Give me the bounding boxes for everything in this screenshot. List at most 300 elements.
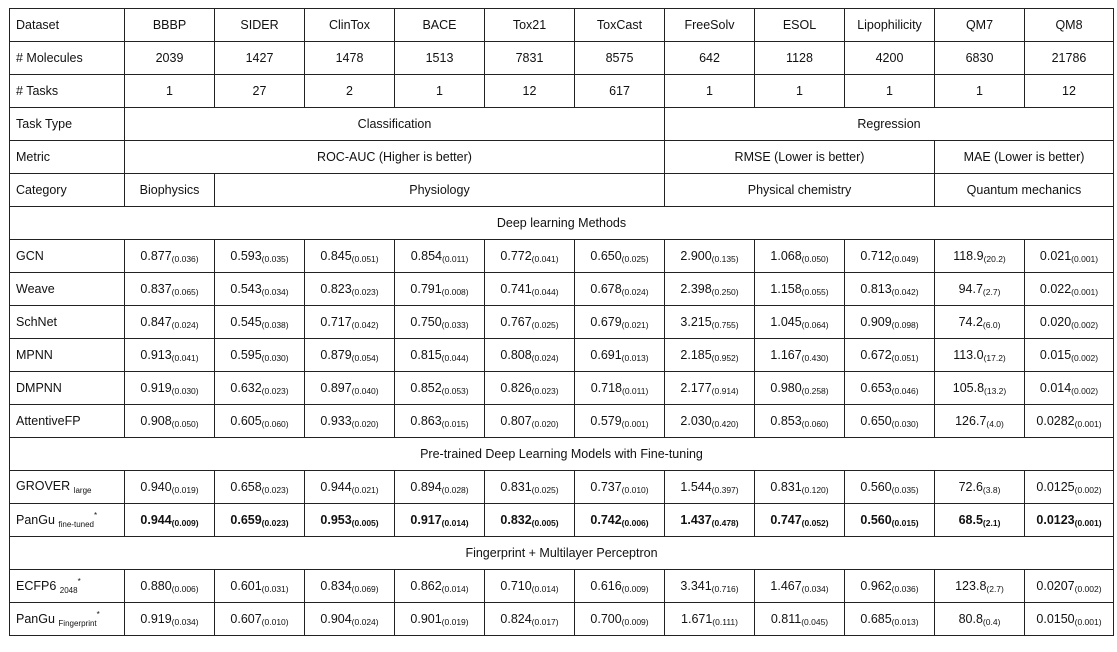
score-cell	[935, 339, 1025, 372]
score-mean: 0.650	[860, 413, 892, 428]
score-std: (0.023)	[261, 385, 289, 396]
quantum-mechanics-cell: Quantum mechanics	[935, 174, 1114, 207]
score-cell	[935, 372, 1025, 405]
score-mean: 0.742	[590, 512, 622, 527]
physiology-cell: Physiology	[215, 174, 665, 207]
method-row	[10, 504, 1114, 537]
score-std: (0.010)	[261, 616, 289, 627]
method-name-cell	[10, 372, 125, 405]
row-label: # Tasks	[10, 75, 125, 108]
score-mean: 0.831	[500, 479, 532, 494]
score-mean: 0.0125	[1036, 479, 1075, 494]
method-name: PanGu	[16, 513, 55, 527]
task-count: 27	[215, 75, 305, 108]
score-std: (0.013)	[891, 616, 919, 627]
score-cell	[215, 273, 305, 306]
score-cell	[1025, 570, 1114, 603]
method-row	[10, 570, 1114, 603]
roc-auc-cell: ROC-AUC (Higher is better)	[125, 141, 665, 174]
method-name-cell	[10, 471, 125, 504]
score-mean: 113.0	[953, 347, 984, 362]
score-std: (0.050)	[171, 418, 199, 429]
score-std: (0.034)	[261, 286, 289, 297]
score-std: (0.010)	[621, 484, 649, 495]
score-std: (0.031)	[261, 583, 289, 594]
score-cell	[575, 504, 665, 537]
score-mean: 0.605	[230, 413, 262, 428]
score-std: (0.064)	[801, 319, 829, 330]
score-cell	[665, 372, 755, 405]
score-cell	[305, 603, 395, 636]
score-mean: 0.901	[410, 611, 442, 626]
score-cell	[755, 372, 845, 405]
score-mean: 0.940	[140, 479, 172, 494]
method-name: AttentiveFP	[16, 414, 81, 428]
score-mean: 0.014	[1039, 380, 1072, 395]
score-cell	[935, 273, 1025, 306]
score-std: (0.008)	[441, 286, 469, 297]
score-mean: 0.717	[320, 314, 352, 329]
score-cell	[485, 273, 575, 306]
score-std: (0.001)	[1074, 418, 1102, 429]
score-cell	[485, 240, 575, 273]
score-mean: 0.679	[590, 314, 622, 329]
score-cell	[1025, 339, 1114, 372]
score-cell	[845, 240, 935, 273]
score-std: (0.060)	[261, 418, 289, 429]
score-mean: 0.737	[590, 479, 622, 494]
score-std: (0.035)	[891, 484, 919, 495]
score-mean: 1.167	[770, 347, 802, 362]
score-mean: 0.933	[320, 413, 352, 428]
score-std: (0.034)	[801, 583, 829, 594]
score-mean: 0.685	[860, 611, 892, 626]
method-name: ECFP6	[16, 579, 57, 593]
score-cell	[125, 603, 215, 636]
score-cell	[125, 306, 215, 339]
score-cell	[575, 405, 665, 438]
score-mean: 0.944	[140, 512, 172, 527]
score-mean: 3.341	[680, 578, 712, 593]
score-std: (0.002)	[1071, 385, 1099, 396]
task-count: 617	[575, 75, 665, 108]
score-cell	[305, 240, 395, 273]
score-cell	[305, 504, 395, 537]
method-name: GCN	[16, 249, 44, 263]
task-count: 2	[305, 75, 395, 108]
score-std: (0.052)	[801, 517, 829, 528]
method-name-cell	[10, 240, 125, 273]
molecule-count: 1513	[395, 42, 485, 75]
score-cell	[485, 405, 575, 438]
score-mean: 0.021	[1039, 248, 1072, 263]
score-std: (3.8)	[982, 484, 1001, 495]
score-std: (0.111)	[712, 616, 738, 627]
score-mean: 0.560	[860, 512, 892, 527]
method-row	[10, 339, 1114, 372]
score-mean: 0.908	[140, 413, 172, 428]
score-std: (0.019)	[171, 484, 199, 495]
method-name-cell	[10, 306, 125, 339]
score-std: (0.020)	[531, 418, 559, 429]
molecule-count: 1427	[215, 42, 305, 75]
row-label: # Molecules	[10, 42, 125, 75]
score-cell	[575, 240, 665, 273]
score-cell	[485, 603, 575, 636]
score-cell	[755, 273, 845, 306]
score-std: (2.1)	[982, 517, 1001, 528]
score-std: (0.120)	[801, 484, 829, 495]
classification-cell: Classification	[125, 108, 665, 141]
score-mean: 0.962	[860, 578, 892, 593]
mae-cell: MAE (Lower is better)	[935, 141, 1114, 174]
score-mean: 0.919	[140, 611, 172, 626]
score-std: (6.0)	[982, 319, 1001, 330]
score-cell	[215, 372, 305, 405]
score-cell	[845, 504, 935, 537]
score-cell	[755, 603, 845, 636]
score-std: (0.023)	[351, 286, 379, 297]
score-mean: 2.185	[680, 347, 712, 362]
regression-cell: Regression	[665, 108, 1114, 141]
score-mean: 1.045	[770, 314, 802, 329]
score-std: (0.060)	[801, 418, 829, 429]
score-std: (0.042)	[891, 286, 919, 297]
score-std: (0.025)	[531, 319, 559, 330]
score-cell	[125, 273, 215, 306]
score-cell	[845, 405, 935, 438]
score-cell	[305, 570, 395, 603]
method-subscript: 2048	[59, 586, 78, 595]
score-mean: 0.543	[230, 281, 262, 296]
score-mean: 0.826	[500, 380, 532, 395]
score-mean: 0.953	[320, 512, 352, 527]
score-std: (0.051)	[351, 253, 379, 264]
method-subscript: fine-tuned	[58, 520, 94, 529]
score-mean: 0.691	[590, 347, 622, 362]
score-cell	[665, 306, 755, 339]
score-cell	[305, 273, 395, 306]
score-mean: 1.437	[680, 512, 712, 527]
score-mean: 0.579	[590, 413, 622, 428]
score-cell	[755, 504, 845, 537]
score-mean: 0.980	[770, 380, 802, 395]
score-mean: 3.215	[680, 314, 712, 329]
dataset-header: BACE	[395, 9, 485, 42]
score-mean: 0.712	[860, 248, 892, 263]
score-cell	[485, 471, 575, 504]
score-cell	[395, 603, 485, 636]
score-mean: 0.897	[320, 380, 352, 395]
score-mean: 0.811	[770, 611, 802, 626]
score-mean: 0.0207	[1036, 578, 1075, 593]
score-mean: 0.747	[770, 512, 802, 527]
score-std: (0.024)	[351, 616, 379, 627]
score-mean: 0.718	[590, 380, 622, 395]
method-name-cell	[10, 603, 125, 636]
score-mean: 0.862	[410, 578, 442, 593]
score-cell	[395, 471, 485, 504]
score-std: (0.036)	[171, 253, 199, 264]
score-cell	[1025, 603, 1114, 636]
score-mean: 94.7	[958, 281, 983, 296]
score-cell	[575, 603, 665, 636]
method-name-cell	[10, 504, 125, 537]
category-row	[10, 174, 1114, 207]
score-cell	[665, 240, 755, 273]
score-std: (0.002)	[1074, 484, 1102, 495]
score-std: (2.7)	[982, 286, 1001, 297]
score-cell	[485, 306, 575, 339]
score-std: (0.005)	[531, 517, 559, 528]
score-cell	[395, 372, 485, 405]
score-std: (0.024)	[531, 352, 559, 363]
score-cell	[845, 339, 935, 372]
score-cell	[575, 570, 665, 603]
score-cell	[485, 372, 575, 405]
score-cell	[1025, 504, 1114, 537]
score-std: (0.040)	[351, 385, 379, 396]
method-row	[10, 372, 1114, 405]
score-mean: 105.8	[952, 380, 985, 395]
score-cell	[755, 405, 845, 438]
score-mean: 0.791	[410, 281, 442, 296]
task-count: 12	[485, 75, 575, 108]
score-std: (0.042)	[351, 319, 379, 330]
score-cell	[575, 306, 665, 339]
score-mean: 0.909	[860, 314, 892, 329]
score-mean: 0.022	[1039, 281, 1072, 296]
score-std: (0.024)	[171, 319, 199, 330]
score-std: (0.014)	[441, 583, 469, 594]
section-pretrained: Pre-trained Deep Learning Models with Fine-tuning	[10, 438, 1114, 471]
task-count: 1	[665, 75, 755, 108]
dataset-header: BBBP	[125, 9, 215, 42]
score-mean: 0.852	[410, 380, 442, 395]
score-std: (0.420)	[711, 418, 739, 429]
score-mean: 0.824	[500, 611, 532, 626]
score-std: (0.030)	[891, 418, 919, 429]
score-cell	[125, 504, 215, 537]
score-std: (0.023)	[261, 517, 289, 528]
task-count: 1	[845, 75, 935, 108]
score-std: (0.049)	[891, 253, 919, 264]
score-std: (0.065)	[171, 286, 199, 297]
section-row	[10, 537, 1114, 570]
score-mean: 0.658	[230, 479, 262, 494]
score-cell	[395, 570, 485, 603]
score-cell	[755, 471, 845, 504]
score-std: (0.015)	[891, 517, 919, 528]
score-cell	[845, 306, 935, 339]
score-mean: 0.904	[320, 611, 352, 626]
score-std: (0.009)	[621, 583, 649, 594]
score-cell	[125, 405, 215, 438]
results-table	[9, 8, 1114, 636]
score-std: (0.050)	[801, 253, 829, 264]
score-mean: 0.653	[860, 380, 892, 395]
score-mean: 0.808	[500, 347, 532, 362]
dataset-header: ESOL	[755, 9, 845, 42]
score-mean: 72.6	[958, 479, 983, 494]
score-std: (0.011)	[441, 253, 469, 264]
score-mean: 0.832	[500, 512, 532, 527]
score-std: (0.038)	[261, 319, 289, 330]
score-cell	[1025, 273, 1114, 306]
dataset-header: SIDER	[215, 9, 305, 42]
molecule-count: 21786	[1025, 42, 1114, 75]
score-cell	[575, 372, 665, 405]
method-name: MPNN	[16, 348, 53, 362]
score-cell	[215, 339, 305, 372]
score-cell	[935, 405, 1025, 438]
method-name: SchNet	[16, 315, 57, 329]
header-row	[10, 9, 1114, 42]
score-std: (0.045)	[801, 616, 829, 627]
score-cell	[845, 273, 935, 306]
molecules-row	[10, 42, 1114, 75]
score-cell	[1025, 306, 1114, 339]
task-count: 1	[755, 75, 845, 108]
score-cell	[575, 471, 665, 504]
score-std: (0.002)	[1071, 352, 1099, 363]
method-asterisk: *	[77, 577, 81, 586]
method-row	[10, 306, 1114, 339]
method-name-cell	[10, 405, 125, 438]
score-mean: 0.853	[770, 413, 802, 428]
score-cell	[935, 471, 1025, 504]
score-cell	[125, 372, 215, 405]
method-asterisk: *	[96, 610, 100, 619]
header-corner: Dataset	[10, 9, 125, 42]
score-mean: 0.616	[590, 578, 622, 593]
score-mean: 0.632	[230, 380, 262, 395]
score-cell	[665, 570, 755, 603]
score-cell	[395, 306, 485, 339]
score-mean: 0.807	[500, 413, 532, 428]
score-std: (0.036)	[891, 583, 919, 594]
score-std: (13.2)	[984, 385, 1007, 396]
score-mean: 0.837	[140, 281, 172, 296]
score-std: (0.006)	[621, 517, 649, 528]
score-cell	[215, 240, 305, 273]
score-mean: 0.880	[140, 578, 172, 593]
score-cell	[845, 570, 935, 603]
score-mean: 0.710	[500, 578, 532, 593]
score-cell	[125, 570, 215, 603]
molecule-count: 4200	[845, 42, 935, 75]
score-std: (0.021)	[351, 484, 379, 495]
score-std: (0.258)	[801, 385, 829, 396]
score-std: (0.019)	[441, 616, 469, 627]
section-deep-learning: Deep learning Methods	[10, 207, 1114, 240]
score-cell	[935, 306, 1025, 339]
score-mean: 0.700	[590, 611, 622, 626]
physical-chemistry-cell: Physical chemistry	[665, 174, 935, 207]
score-mean: 0.741	[500, 281, 532, 296]
method-row	[10, 603, 1114, 636]
method-row	[10, 240, 1114, 273]
method-name-cell	[10, 339, 125, 372]
score-cell	[395, 339, 485, 372]
score-std: (0.025)	[621, 253, 649, 264]
score-cell	[395, 240, 485, 273]
dataset-header: Tox21	[485, 9, 575, 42]
score-mean: 0.672	[860, 347, 892, 362]
score-cell	[845, 372, 935, 405]
method-name: Weave	[16, 282, 55, 296]
score-cell	[125, 471, 215, 504]
score-std: (0.041)	[531, 253, 559, 264]
score-std: (0.009)	[621, 616, 649, 627]
score-mean: 0.750	[410, 314, 442, 329]
score-cell	[665, 504, 755, 537]
score-std: (0.051)	[891, 352, 919, 363]
score-cell	[755, 570, 845, 603]
score-mean: 0.0150	[1036, 611, 1075, 626]
score-cell	[935, 240, 1025, 273]
metric-row	[10, 141, 1114, 174]
score-cell	[395, 405, 485, 438]
dataset-header: ToxCast	[575, 9, 665, 42]
score-mean: 123.8	[955, 578, 987, 593]
score-cell	[215, 603, 305, 636]
method-name: DMPNN	[16, 381, 62, 395]
score-cell	[215, 570, 305, 603]
task-count: 1	[935, 75, 1025, 108]
score-cell	[665, 339, 755, 372]
score-std: (0.002)	[1074, 583, 1102, 594]
score-mean: 2.177	[680, 380, 712, 395]
method-row	[10, 405, 1114, 438]
score-std: (0.023)	[261, 484, 289, 495]
molecule-count: 642	[665, 42, 755, 75]
method-row	[10, 471, 1114, 504]
method-subscript: Fingerprint	[58, 619, 97, 628]
score-std: (0.017)	[531, 616, 559, 627]
score-mean: 68.5	[958, 512, 983, 527]
score-cell	[215, 306, 305, 339]
score-cell	[125, 240, 215, 273]
score-std: (0.914)	[711, 385, 739, 396]
score-mean: 0.813	[860, 281, 892, 296]
rmse-cell: RMSE (Lower is better)	[665, 141, 935, 174]
results-body	[10, 9, 1114, 636]
score-std: (0.024)	[621, 286, 649, 297]
score-cell	[845, 603, 935, 636]
score-std: (0.001)	[1074, 517, 1102, 528]
score-std: (0.001)	[1071, 253, 1099, 264]
score-mean: 0.593	[230, 248, 262, 263]
score-std: (0.044)	[441, 352, 469, 363]
score-std: (0.034)	[171, 616, 199, 627]
score-std: (0.4)	[982, 616, 1001, 627]
score-mean: 0.917	[410, 512, 442, 527]
score-cell	[935, 603, 1025, 636]
score-cell	[755, 339, 845, 372]
score-std: (0.001)	[1071, 286, 1099, 297]
score-cell	[305, 405, 395, 438]
score-mean: 0.545	[230, 314, 262, 329]
task-type-row	[10, 108, 1114, 141]
method-row	[10, 273, 1114, 306]
score-std: (0.098)	[891, 319, 919, 330]
score-std: (20.2)	[983, 253, 1006, 264]
score-cell	[305, 471, 395, 504]
score-std: (0.135)	[711, 253, 739, 264]
score-cell	[755, 306, 845, 339]
score-cell	[665, 603, 755, 636]
